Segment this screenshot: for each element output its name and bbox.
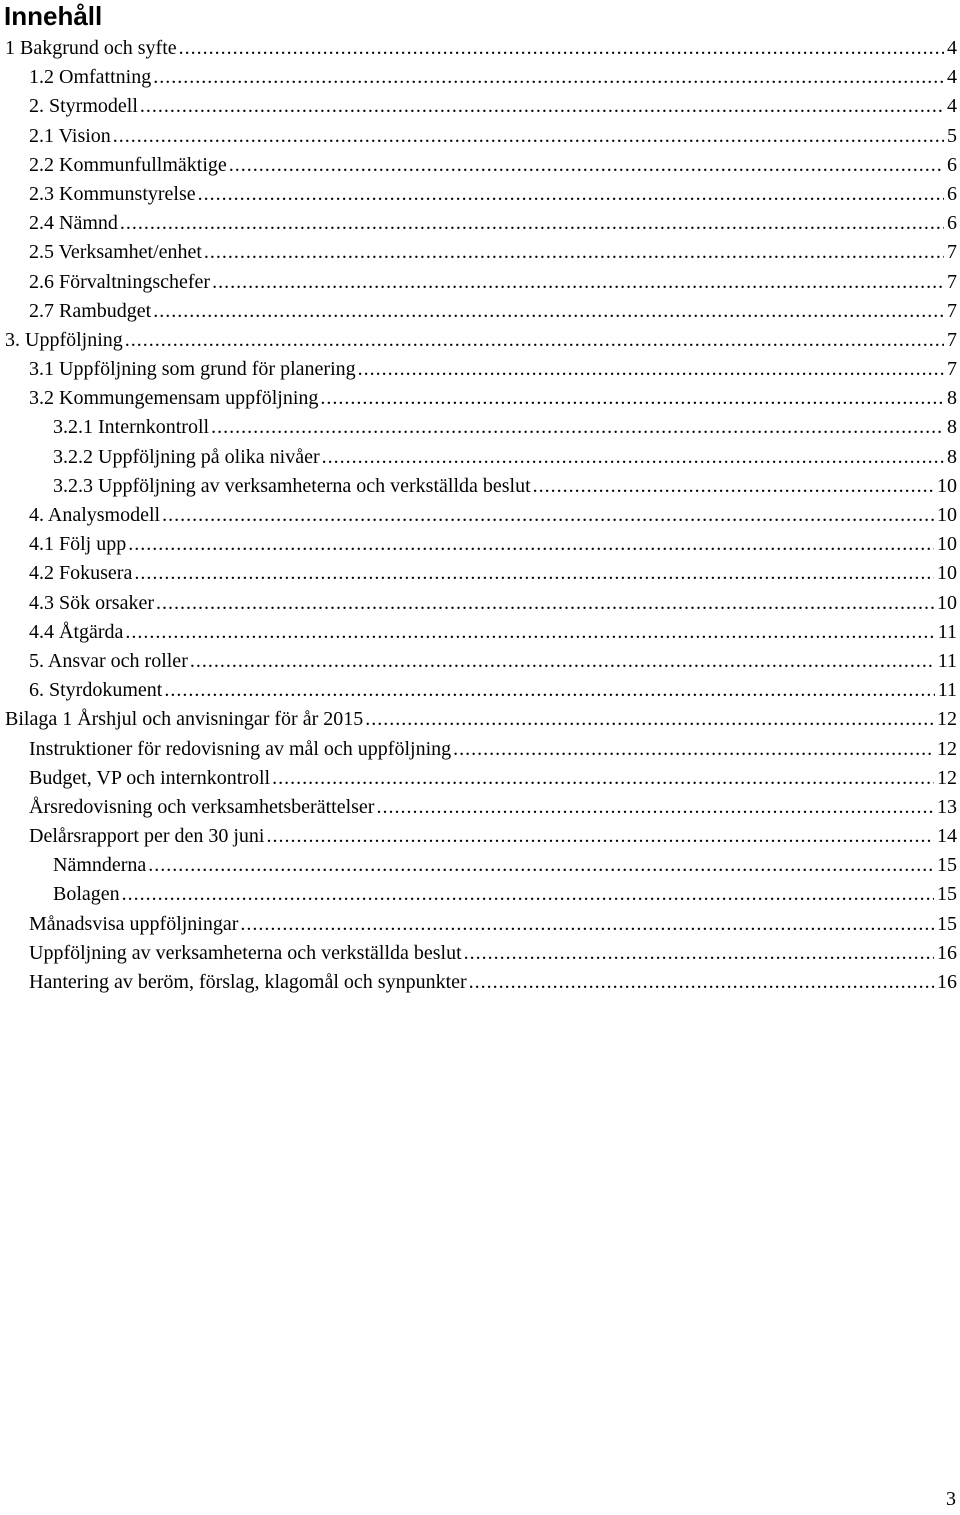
toc-dot-leader xyxy=(453,735,934,764)
toc-dot-leader xyxy=(134,559,934,588)
toc-entry-text: 3. Uppföljning xyxy=(5,328,123,351)
toc-entry-text: 6. Styrdokument xyxy=(29,679,163,702)
toc-entry-sok-orsaker[interactable] xyxy=(0,589,960,618)
toc-entry-hantering-berom[interactable] xyxy=(0,968,960,997)
toc-entry-styrmodell[interactable] xyxy=(0,92,960,121)
toc-entry-page: 15 xyxy=(937,883,957,906)
toc-entry-text: Instruktioner för redovisning av mål och uppföljning xyxy=(29,737,452,760)
toc-dot-leader xyxy=(122,880,934,909)
toc-entry-styrdokument[interactable] xyxy=(0,676,960,705)
toc-entry-bilaga-1[interactable] xyxy=(0,705,960,734)
toc-entry-folj-upp[interactable] xyxy=(0,530,960,559)
toc-entry-page: 11 xyxy=(937,620,957,643)
toc-entry-text: Hantering av beröm, förslag, klagomål och synpunkter xyxy=(29,971,467,993)
toc-entry-page: 7 xyxy=(947,270,957,293)
toc-entry-text: 3.2.1 Internkontroll xyxy=(53,416,210,439)
toc-dot-leader xyxy=(113,122,944,151)
toc-dot-leader xyxy=(358,355,944,384)
toc-entry-page: 6 xyxy=(947,212,957,235)
toc-dot-leader xyxy=(211,413,944,442)
toc-entry-page: 8 xyxy=(947,445,957,468)
toc-entry-page: 7 xyxy=(947,241,957,264)
toc-entry-page: 10 xyxy=(937,562,957,585)
toc-entry-uppfoljning-av-verksamheterna[interactable] xyxy=(0,472,960,501)
toc-entry-rambudget[interactable] xyxy=(0,297,960,326)
toc-entry-uppfoljning-verksamheterna-beslut[interactable] xyxy=(0,939,960,968)
toc-entry-uppfoljning-som-grund[interactable] xyxy=(0,355,960,384)
toc-entry-text: Delårsrapport per den 30 juni xyxy=(29,825,265,848)
toc-entry-uppfoljning[interactable] xyxy=(0,326,960,355)
toc-entry-page: 16 xyxy=(937,971,957,993)
toc-dot-leader xyxy=(240,910,934,939)
toc-entry-text: 4.2 Fokusera xyxy=(29,562,133,585)
toc-entry-page: 15 xyxy=(937,854,957,877)
toc-entry-text: 1.2 Omfattning xyxy=(29,66,152,89)
toc-entry-text: Årsredovisning och verksamhetsberättelser xyxy=(29,795,375,818)
toc-entry-namnderna[interactable] xyxy=(0,851,960,880)
toc-dot-leader xyxy=(533,472,934,501)
toc-entry-page: 11 xyxy=(937,649,957,672)
toc-entry-page: 5 xyxy=(947,124,957,147)
toc-entry-text: 5. Ansvar och roller xyxy=(29,649,188,672)
toc-dot-leader xyxy=(322,443,944,472)
toc-entry-text: 2.3 Kommunstyrelse xyxy=(29,182,196,205)
toc-entry-page: 6 xyxy=(947,153,957,176)
toc-entry-page: 4 xyxy=(947,66,957,89)
toc-entry-page: 10 xyxy=(937,474,957,497)
toc-entry-page: 11 xyxy=(937,679,957,702)
toc-entry-text: 1 Bakgrund och syfte xyxy=(5,37,177,59)
toc-entry-analysmodell[interactable] xyxy=(0,501,960,530)
toc-entry-internkontroll[interactable] xyxy=(0,413,960,442)
toc-dot-leader xyxy=(120,209,944,238)
toc-entry-text: Budget, VP och internkontroll xyxy=(29,766,271,789)
toc-entry-arsredovisning[interactable] xyxy=(0,793,960,822)
toc-entry-page: 8 xyxy=(947,416,957,439)
toc-entry-atgarda[interactable] xyxy=(0,618,960,647)
toc-dot-leader xyxy=(464,939,934,968)
toc-entry-page: 4 xyxy=(947,37,957,59)
toc-entry-text: 2.2 Kommunfullmäktige xyxy=(29,153,227,176)
toc-dot-leader xyxy=(128,530,934,559)
toc-entry-page: 10 xyxy=(937,591,957,614)
toc-entry-verksamhet-enhet[interactable] xyxy=(0,238,960,267)
toc-dot-leader xyxy=(229,151,944,180)
toc-entry-text: 3.2.2 Uppföljning på olika nivåer xyxy=(53,445,320,468)
toc-entry-kommunfullmaktige[interactable] xyxy=(0,151,960,180)
toc-entry-text: 4.1 Följ upp xyxy=(29,533,127,556)
toc-entry-page: 10 xyxy=(937,533,957,556)
toc-entry-page: 12 xyxy=(937,708,957,731)
toc-entry-text: 2. Styrmodell xyxy=(29,95,138,118)
toc-entry-ansvar-och-roller[interactable] xyxy=(0,647,960,676)
toc-entry-page: 7 xyxy=(947,299,957,322)
toc-entry-budget-vp-internkontroll[interactable] xyxy=(0,764,960,793)
toc-dot-leader xyxy=(179,34,944,63)
toc-dot-leader xyxy=(140,92,944,121)
toc-entry-text: Nämnderna xyxy=(53,854,147,877)
toc-dot-leader xyxy=(320,384,944,413)
toc-entry-delarsrapport[interactable] xyxy=(0,822,960,851)
toc-entry-text: Månadsvisa uppföljningar xyxy=(29,912,239,935)
toc-dot-leader xyxy=(469,968,934,997)
toc-entry-vision[interactable] xyxy=(0,122,960,151)
toc-entry-text: 4.3 Sök orsaker xyxy=(29,591,154,614)
toc-entry-bolagen[interactable] xyxy=(0,880,960,909)
toc-dot-leader xyxy=(125,618,934,647)
toc-dot-leader xyxy=(204,238,944,267)
toc-dot-leader xyxy=(198,180,944,209)
page-number: 3 xyxy=(946,1488,956,1510)
toc-dot-leader xyxy=(156,589,934,618)
toc-dot-leader xyxy=(153,63,944,92)
toc-entry-page: 12 xyxy=(937,766,957,789)
toc-dot-leader xyxy=(162,501,934,530)
toc-entry-text: 3.1 Uppföljning som grund för planering xyxy=(29,358,356,381)
toc-dot-leader xyxy=(365,705,934,734)
toc-dot-leader xyxy=(125,326,944,355)
toc-entry-page: 12 xyxy=(937,737,957,760)
toc-entry-kommungemensam-uppfoljning[interactable] xyxy=(0,384,960,413)
toc-entry-forvaltningschefer[interactable] xyxy=(0,268,960,297)
toc-entry-text: 3.2.3 Uppföljning av verksamheterna och verkställda beslut xyxy=(53,474,531,497)
toc-entry-page: 14 xyxy=(937,825,957,848)
toc-entry-omfattning[interactable] xyxy=(0,63,960,92)
toc-dot-leader xyxy=(272,764,934,793)
toc-entry-text: Uppföljning av verksamheterna och verkställda beslut xyxy=(29,941,462,964)
toc-dot-leader xyxy=(266,822,934,851)
toc-entry-text: 2.6 Förvaltningschefer xyxy=(29,270,211,293)
toc-entry-kommunstyrelse[interactable] xyxy=(0,180,960,209)
toc-entry-fokusera[interactable] xyxy=(0,559,960,588)
toc-entry-page: 13 xyxy=(937,795,957,818)
toc-entry-text: 4.4 Åtgärda xyxy=(29,620,124,643)
toc-entry-text: 3.2 Kommungemensam uppföljning xyxy=(29,387,319,410)
toc-dot-leader xyxy=(164,676,934,705)
toc-entry-text: Bilaga 1 Årshjul och anvisningar för år 2015 xyxy=(5,708,364,731)
toc-entry-text: Bolagen xyxy=(53,883,120,906)
toc-dot-leader xyxy=(148,851,934,880)
toc-entry-page: 7 xyxy=(947,328,957,351)
toc-entry-uppfoljning-olika-nivaer[interactable] xyxy=(0,443,960,472)
toc-entry-page: 15 xyxy=(937,912,957,935)
toc-dot-leader xyxy=(190,647,935,676)
toc-entry-manadsvisa-uppfoljningar[interactable] xyxy=(0,910,960,939)
toc-entry-page: 6 xyxy=(947,182,957,205)
toc-entry-page: 10 xyxy=(937,504,957,526)
table-of-contents xyxy=(0,34,960,997)
toc-entry-instruktioner-redovisning[interactable] xyxy=(0,735,960,764)
toc-entry-page: 4 xyxy=(947,95,957,118)
toc-entry-text: 2.5 Verksamhet/enhet xyxy=(29,241,202,264)
toc-entry-namnd[interactable] xyxy=(0,209,960,238)
toc-entry-text: 4. Analysmodell xyxy=(29,504,161,526)
toc-entry-text: 2.4 Nämnd xyxy=(29,212,118,235)
toc-dot-leader xyxy=(376,793,934,822)
toc-entry-page: 16 xyxy=(937,941,957,964)
toc-entry-page: 7 xyxy=(947,358,957,381)
toc-heading: Innehåll xyxy=(4,1,103,31)
toc-dot-leader xyxy=(153,297,944,326)
toc-dot-leader xyxy=(212,268,944,297)
toc-entry-text: 2.7 Rambudget xyxy=(29,299,152,322)
toc-entry-bakgrund-och-syfte[interactable] xyxy=(0,34,960,63)
toc-entry-page: 8 xyxy=(947,387,957,410)
toc-entry-text: 2.1 Vision xyxy=(29,124,111,147)
